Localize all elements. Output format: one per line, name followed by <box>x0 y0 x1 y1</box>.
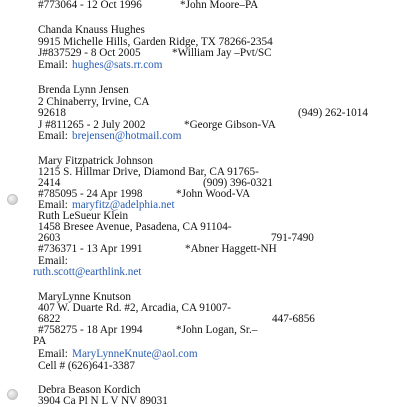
member-address: 1458 Bresee Avenue, Pasadena, CA 91104- <box>38 221 232 233</box>
email-label: Email: <box>38 130 68 142</box>
member-phone: 447-6856 <box>272 313 315 325</box>
email-label: Email: <box>38 199 68 211</box>
entry-sponsor: *John Logan, Sr.– <box>176 324 258 336</box>
member-address: 9915 Michelle Hills, Garden Ridge, TX 78266-2354 <box>38 36 273 48</box>
entry-id-date: #758275 - 18 Apr 1994 <box>38 324 143 336</box>
member-name: Debra Beason Kordich <box>38 384 141 396</box>
entry-sponsor: *William Jay –Pvt/SC <box>172 47 272 59</box>
member-name: MaryLynne Knutson <box>38 291 131 303</box>
member-name: Brenda Lynn Jensen <box>38 84 129 96</box>
member-zip: 2414 <box>38 177 61 189</box>
email-link[interactable]: hughes@sats.rr.com <box>72 59 163 71</box>
member-address: 2 Chinaberry, Irvine, CA <box>38 96 150 108</box>
member-phone: (909) 396-0321 <box>203 177 273 189</box>
entry-id-date: J #811265 - 2 July 2002 <box>38 119 146 131</box>
email-label: Email: <box>38 59 68 71</box>
email-link[interactable]: maryfitz@adelphia.net <box>72 199 175 211</box>
punch-hole-icon <box>7 389 18 400</box>
entry-id-date: #785095 - 24 Apr 1998 <box>38 188 143 200</box>
member-address: 1215 S. Hillmar Drive, Diamond Bar, CA 91765- <box>38 166 259 178</box>
member-cell: Cell # (626)641-3387 <box>38 360 135 372</box>
entry-sponsor: *Abner Haggett-NH <box>185 243 277 255</box>
member-phone: 791-7490 <box>271 232 314 244</box>
entry-id-date: #736371 - 13 Apr 1991 <box>38 243 143 255</box>
entry-sponsor: *John Moore–PA <box>180 0 259 11</box>
entry-sponsor-cont: PA <box>33 335 47 347</box>
entry-sponsor: *John Wood-VA <box>176 188 251 200</box>
member-zip: 6822 <box>38 313 61 325</box>
punch-hole-icon <box>7 194 18 205</box>
member-name: Ruth LeSueur Klein <box>38 210 129 222</box>
entry-sponsor: *George Gibson-VA <box>184 119 276 131</box>
entry-id-date: #773064 - 12 Oct 1996 <box>38 0 142 11</box>
email-label: Email: <box>38 348 68 360</box>
email-link[interactable]: MaryLynneKnute@aol.com <box>72 348 198 360</box>
member-name: Chanda Knauss Hughes <box>38 24 145 36</box>
member-address: 3904 Ca Pl N L V NV 89031 <box>38 395 168 407</box>
entry-id-date: J#837529 - 8 Oct 2005 <box>38 47 141 59</box>
member-zip: 92618 <box>38 107 66 119</box>
member-zip: 2603 <box>38 232 61 244</box>
email-link[interactable]: brejensen@hotmail.com <box>72 130 182 142</box>
member-phone: (949) 262-1014 <box>298 107 368 119</box>
email-link[interactable]: ruth.scott@earthlink.net <box>33 266 142 278</box>
email-label: Email: <box>38 255 68 267</box>
member-name: Mary Fitzpatrick Johnson <box>38 155 153 167</box>
member-address: 407 W. Duarte Rd. #2, Arcadia, CA 91007- <box>38 302 231 314</box>
